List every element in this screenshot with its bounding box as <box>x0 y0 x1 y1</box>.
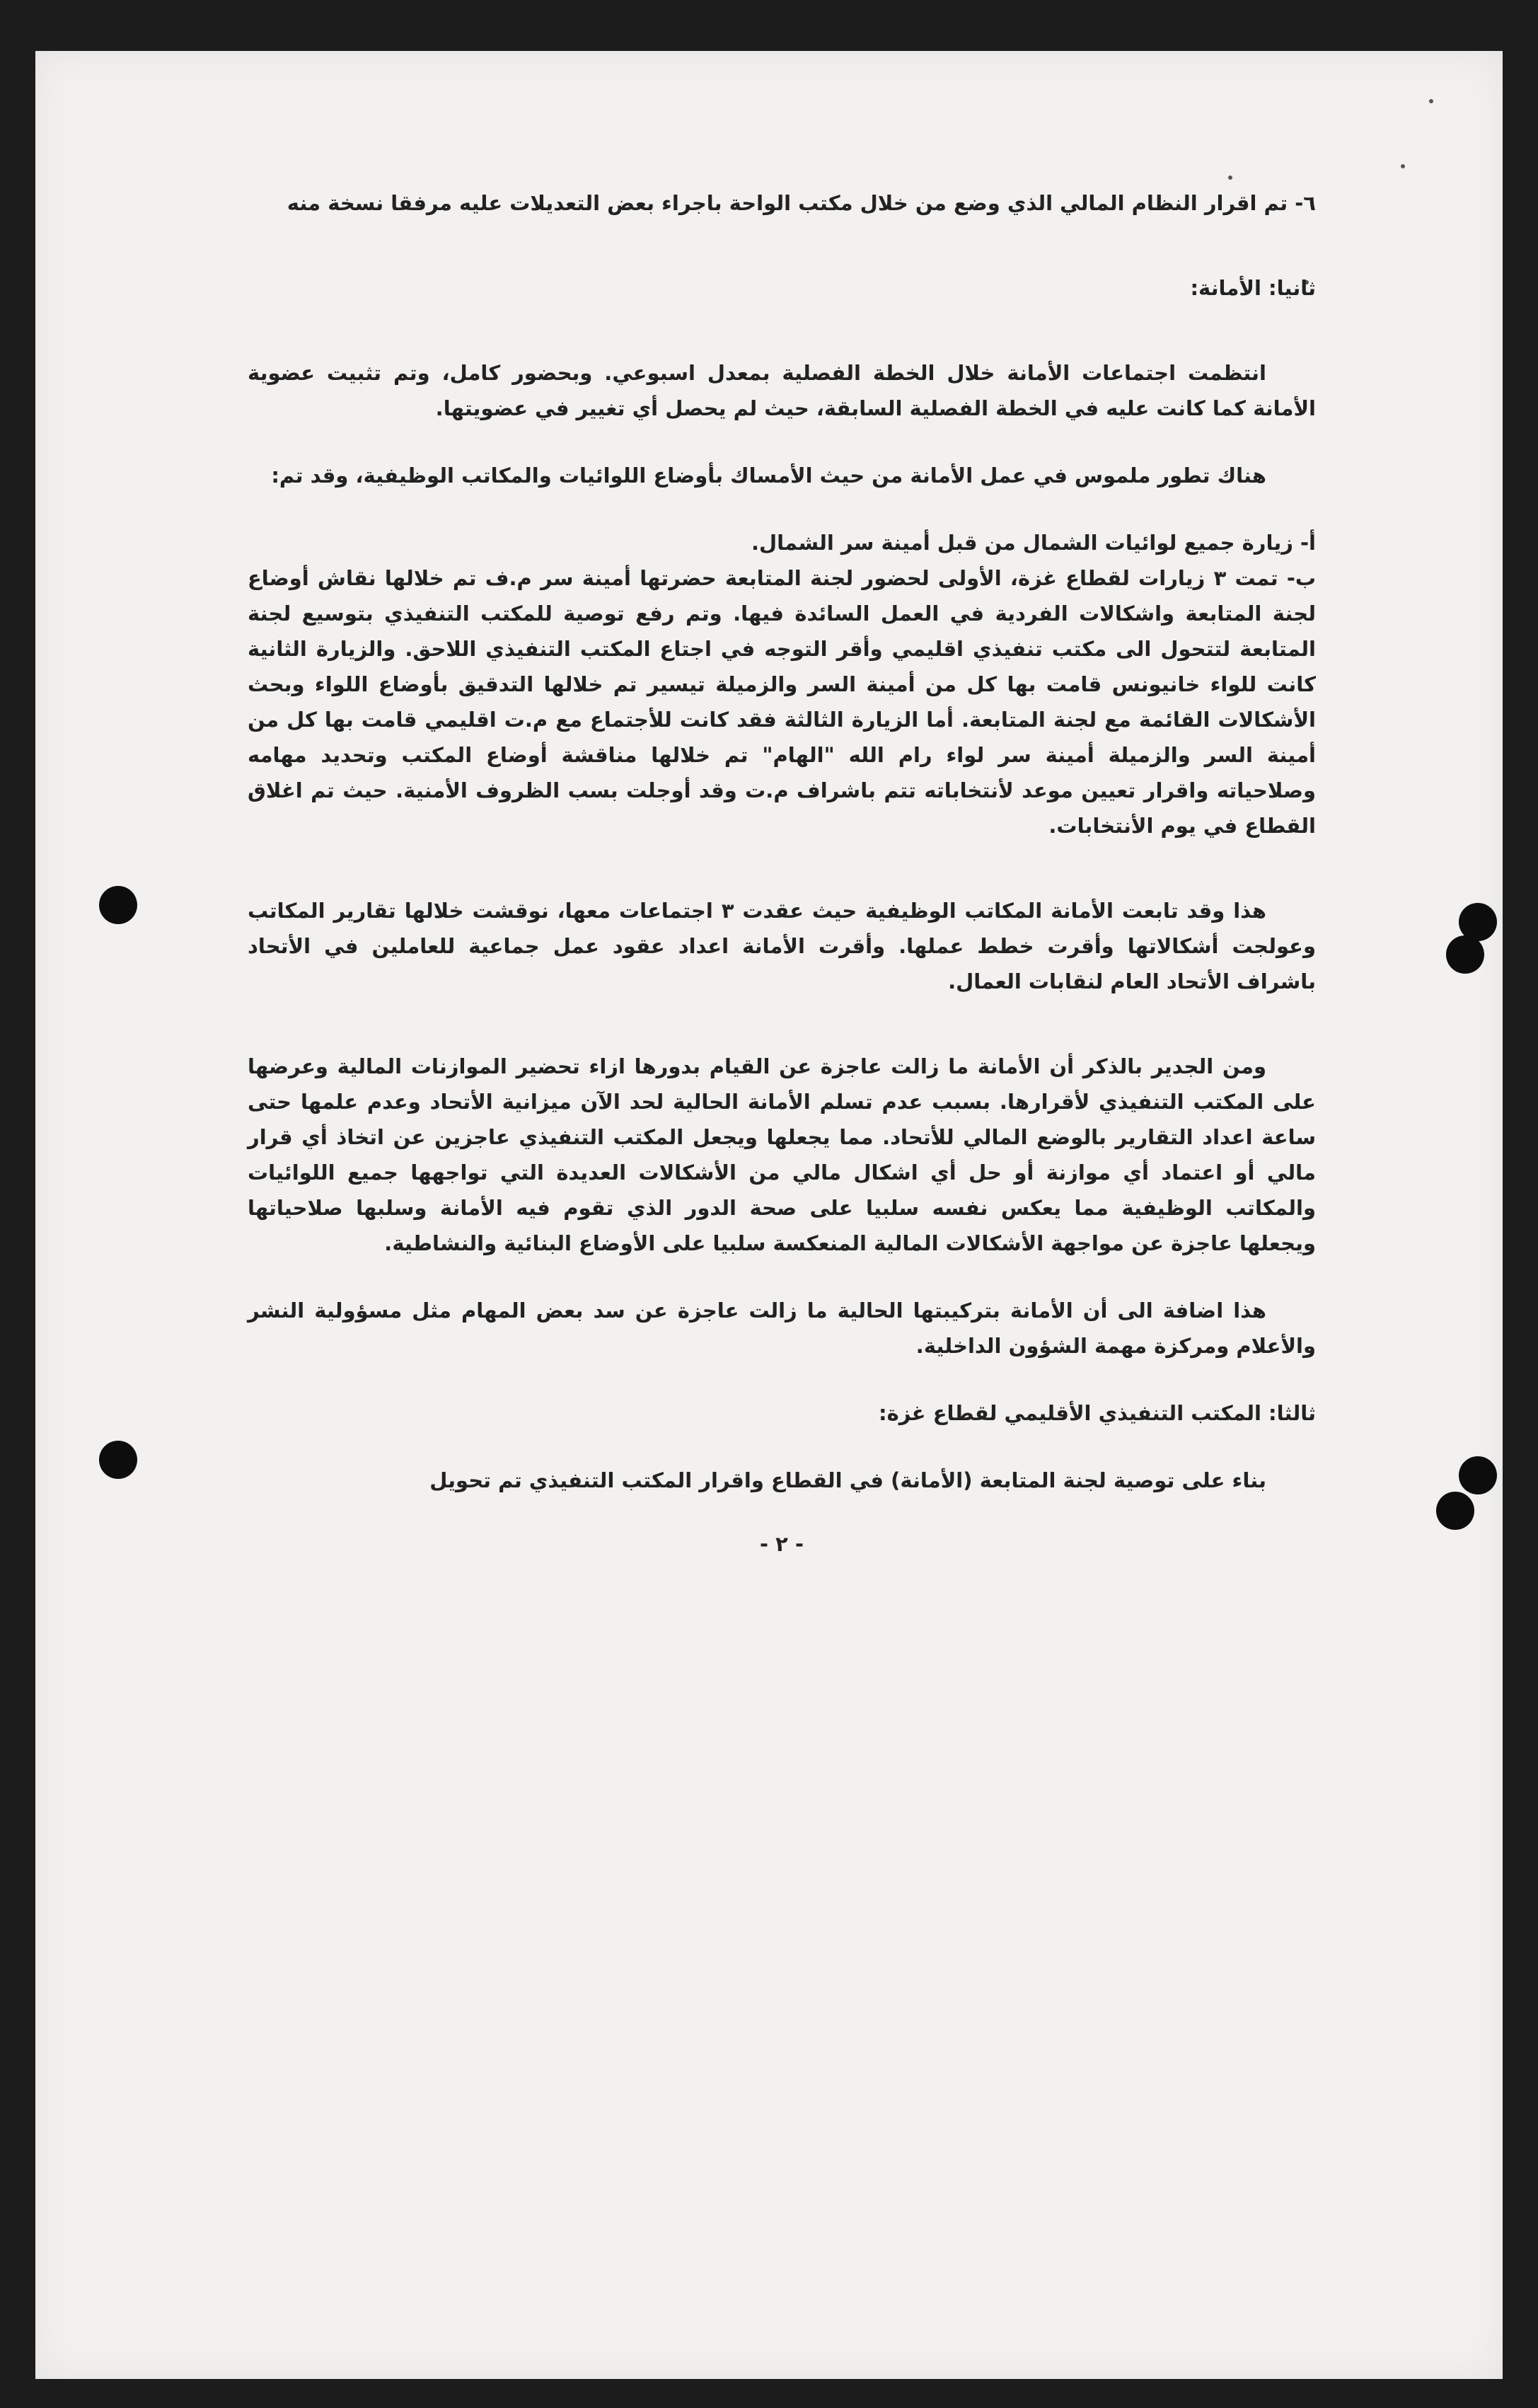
section-2-paragraph-3: هذا وقد تابعت الأمانة المكاتب الوظيفية حيث عقدت ٣ اجتماعات معها، نوقشت خلالها تقارير المكاتب وعولجت أشكالاتها وأقرت خطط عملها. وأقرت الأمانة اعداد عقود عمل جماعية للعاملين في الأتحاد باشراف الأتحاد العام لنقابات العمال. <box>248 899 1316 993</box>
section-2-paragraph-1: انتظمت اجتماعات الأمانة خلال الخطة الفصلية بمعدل اسبوعي. وبحضور كامل، وتم تثبيت عضوية الأمانة كما كانت عليه في الخطة الفصلية السابقة، حيث لم يحصل أي تغيير في عضويتها. <box>248 361 1316 420</box>
section-2-paragraph-5: هذا اضافة الى أن الأمانة بتركيبتها الحالية ما زالت عاجزة عن سد بعض المهام مثل مسؤولية النشر والأعلام ومركزة مهمة الشؤون الداخلية. <box>248 1298 1316 1358</box>
section-2-paragraph-4: ومن الجدير بالذكر أن الأمانة ما زالت عاجزة عن القيام بدورها ازاء تحضير الموازنات المالية وعرضها على المكتب التنفيذي لأقرارها. بسبب عدم تسلم الأمانة الحالية لحد الآن ميزانية الأتحاد وعدم علمها حتى ساعة اعداد التقارير بالوضع المالي للأتحاد. مما يجعلها ويجعل المكتب التنفيذي عاجزين عن اتخاذ أي قرار مالي أو اعتماد أي موازنة أو حل أي اشكال مالي من الأشكالات العديدة التي تواجهها جميع اللوائيات والمكاتب الوظيفية مما يعكس نفسه سلبيا على صحة الدور الذي تقوم فيه الأمانة وسلبها صلاحياتها ويجعلها عاجزة عن مواجهة الأشكالات المالية المنعكسة سلبيا على الأوضاع البنائية والنشاطية. <box>248 1054 1316 1255</box>
section-3-paragraph-1: بناء على توصية لجنة المتابعة (الأمانة) في القطاع واقرار المكتب التنفيذي تم تحويل <box>429 1468 1266 1492</box>
punch-hole <box>99 1441 137 1479</box>
list-item-b: ب- تمت ٣ زيارات لقطاع غزة، الأولى لحضور لجنة المتابعة حضرتها أمينة سر م.ف تم خلالها نقاش أوضاع لجنة المتابعة واشكالات الفردية في العمل السائدة فيها. وتم رفع توصية للمكتب التنفيذي بتوسيع لجنة المتابعة لتتحول الى مكتب تنفيذي اقليمي وأقر التوجه في اجتاع المكتب التنفيذي اللاحق. والزيارة الثانية كانت للواء خانيونس قامت بها كل من أمينة السر والزميلة تيسير تم خلالها التدقيق بأوضاع اللواء وبحث الأشكالات القائمة مع لجنة المتابعة. أما الزيارة الثالثة فقد كانت للأجتماع مع م.ت اقليمي قامت بها كل من أمينة السر والزميلة أمينة سر لواء رام الله "الهام" تم خلالها مناقشة أوضاع المكتب وتحديد مهامه وصلاحياته واقرار تعيين موعد لأنتخاباته تتم باشراف م.ت وقد أوجلت بسب الظروف الأمنية. حيث تم اغلاق القطاع في يوم الأنتخابات. <box>248 566 1317 838</box>
punch-hole <box>1446 935 1484 974</box>
page-number: - ٢ - <box>760 1532 804 1556</box>
item-6-paragraph: ٦- تم اقرار النظام المالي الذي وضع من خلال مكتب الواحة باجراء بعض التعديلات عليه مرفقا نسخة منه <box>287 191 1316 215</box>
section-2-paragraph-2: هناك تطور ملموس في عمل الأمانة من حيث الأمساك بأوضاع اللوائيات والمكاتب الوظيفية، وقد تم: <box>271 463 1266 488</box>
punch-hole <box>1459 1456 1497 1494</box>
paper-speck <box>1429 99 1433 103</box>
paper-speck <box>1228 175 1232 180</box>
section-2-heading: ثانيا: الأمانة: <box>1190 276 1316 300</box>
list-item-a: أ- زيارة جميع لوائيات الشمال من قبل أمينة سر الشمال. <box>751 531 1316 555</box>
section-3-heading: ثالثا: المكتب التنفيذي الأقليمي لقطاع غزة: <box>879 1401 1316 1425</box>
document-body <box>248 185 1316 1562</box>
punch-hole <box>99 886 137 924</box>
paper-speck <box>1401 164 1405 168</box>
punch-hole <box>1436 1492 1474 1530</box>
